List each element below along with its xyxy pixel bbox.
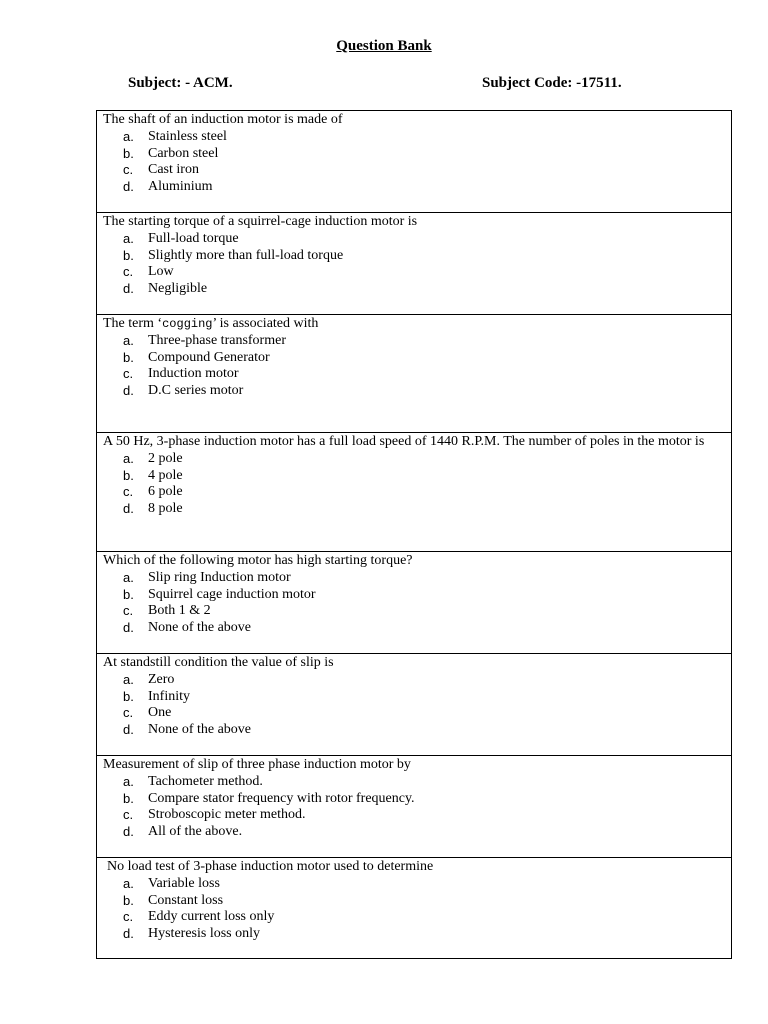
option-b: b. Infinity <box>123 688 190 704</box>
option-c: c. Eddy current loss only <box>123 909 275 925</box>
option-c: c. Cast iron <box>123 162 199 178</box>
option-c: c. Low <box>123 264 174 280</box>
document-title: Question Bank <box>336 38 432 54</box>
question-2 <box>97 213 731 315</box>
option-list <box>103 672 725 739</box>
question-3 <box>97 315 731 433</box>
option-a: a. 2 pole <box>123 450 183 466</box>
option-list <box>103 333 725 400</box>
option-d: d. Aluminium <box>123 179 213 195</box>
question-text: Measurement of slip of three phase induction motor by <box>103 757 411 772</box>
question-8 <box>97 858 731 958</box>
option-a: a. Tachometer method. <box>123 773 263 789</box>
option-list <box>103 231 725 298</box>
option-d: d. None of the above <box>123 722 252 738</box>
subject-label: Subject: - ACM. <box>128 75 233 91</box>
option-list <box>103 129 725 196</box>
option-a: a. Three-phase transformer <box>123 332 286 348</box>
option-b: b. Compound Generator <box>123 349 270 365</box>
option-a: a. Variable loss <box>123 875 220 891</box>
option-a: a. Stainless steel <box>123 128 227 144</box>
term-cogging: cogging <box>162 317 213 331</box>
option-a: a. Slip ring Induction motor <box>123 569 291 585</box>
option-list <box>103 570 725 637</box>
question-text: The starting torque of a squirrel-cage induction motor is <box>103 214 418 229</box>
question-5 <box>97 552 731 654</box>
option-a: a. Full-load torque <box>123 230 239 246</box>
option-d: d. None of the above <box>123 620 252 636</box>
option-c: c. One <box>123 705 172 721</box>
question-text: A 50 Hz, 3-phase induction motor has a full load speed of 1440 R.P.M. The number of poles in the motor is <box>103 434 705 449</box>
option-c: c. Both 1 & 2 <box>123 603 211 619</box>
question-4 <box>97 433 731 552</box>
option-list <box>103 774 725 841</box>
question-1 <box>97 111 731 213</box>
option-d: d. All of the above. <box>123 824 243 840</box>
option-d: d. Hysteresis loss only <box>123 926 260 942</box>
option-b: b. 4 pole <box>123 467 183 483</box>
question-text: The term ‘cogging’ is associated with <box>103 316 319 331</box>
subject-code-label: Subject Code: -17511. <box>482 75 622 91</box>
option-d: d. Negligible <box>123 281 208 297</box>
option-b: b. Slightly more than full-load torque <box>123 247 344 263</box>
option-b: b. Compare stator frequency with rotor frequency. <box>123 790 415 806</box>
question-text: At standstill condition the value of slip is <box>103 655 334 670</box>
question-text: Which of the following motor has high starting torque? <box>103 553 413 568</box>
option-list <box>107 876 725 943</box>
question-7 <box>97 756 731 858</box>
option-d: d. 8 pole <box>123 501 183 517</box>
option-c: c. Induction motor <box>123 366 239 382</box>
question-6 <box>97 654 731 756</box>
option-a: a. Zero <box>123 671 175 687</box>
question-table <box>96 110 732 959</box>
option-b: b. Carbon steel <box>123 145 219 161</box>
option-b: b. Squirrel cage induction motor <box>123 586 316 602</box>
option-d: d. D.C series motor <box>123 383 244 399</box>
option-c: c. Stroboscopic meter method. <box>123 807 306 823</box>
option-c: c. 6 pole <box>123 484 183 500</box>
option-list <box>103 451 725 518</box>
option-b: b. Constant loss <box>123 892 224 908</box>
question-text: No load test of 3-phase induction motor used to determine <box>107 859 434 874</box>
question-text: The shaft of an induction motor is made of <box>103 112 343 127</box>
